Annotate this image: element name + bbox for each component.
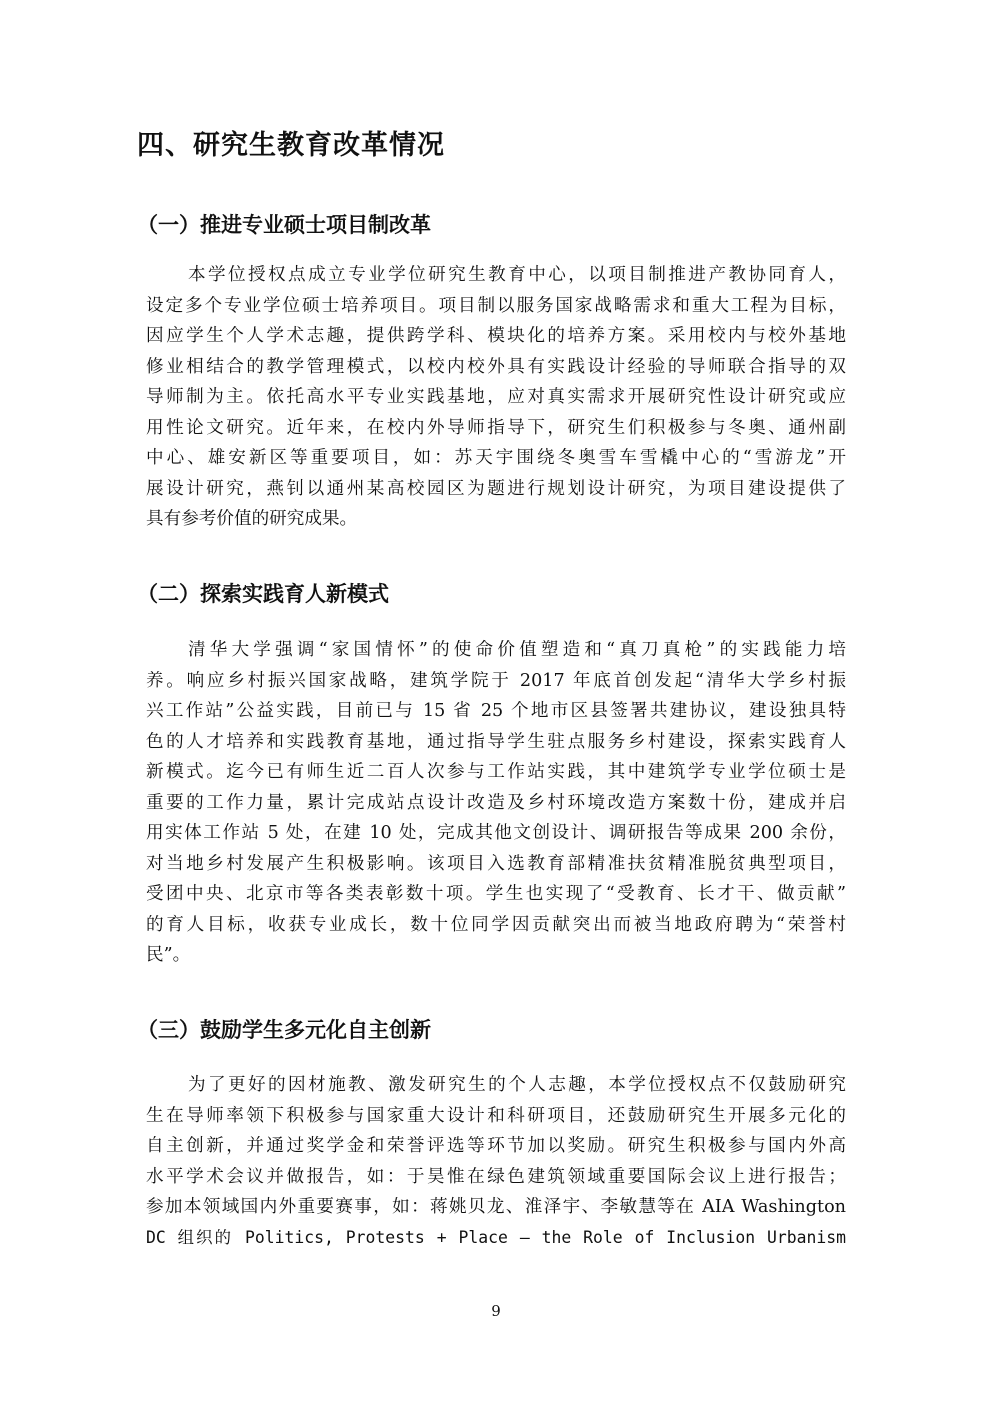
section-2-paragraph: [146, 635, 846, 971]
paragraph-line: 为了更好的因材施教、激发研究生的个人志趣，本学位授权点不仅鼓励研究: [188, 1075, 846, 1095]
paragraph-line: 新模式。迄今已有师生近二百人次参与工作站实践，其中建筑学专业学位硕士是: [146, 762, 846, 782]
paragraph-line: 展设计研究，燕钊以通州某高校园区为题进行规划设计研究，为项目建设提供了: [146, 478, 846, 499]
paragraph-line: 的育人目标，收获专业成长，数十位同学因贡献突出而被当地政府聘为“荣誉村: [146, 914, 846, 935]
paragraph-line: 受团中央、北京市等各类表彰数十项。学生也实现了“受教育、长才干、做贡献”: [146, 884, 846, 904]
paragraph-line: 设定多个专业学位硕士培养项目。项目制以服务国家战略需求和重大工程为目标，: [146, 295, 846, 316]
page-number: 9: [491, 1302, 501, 1320]
paragraph-line: 具有参考价值的研究成果。: [146, 509, 358, 529]
section-title-1: （一）推进专业硕士项目制改革: [137, 213, 431, 237]
section-1-paragraph: [146, 260, 846, 535]
paragraph-line: 自主创新，并通过奖学金和荣誉评选等环节加以奖励。研究生积极参与国内外高: [146, 1136, 846, 1156]
paragraph-line: 用实体工作站 5 处，在建 10 处，完成其他文创设计、调研报告等成果 200 余份，: [146, 823, 846, 843]
paragraph-line: 民”。: [146, 945, 191, 965]
chapter-title: 四、研究生教育改革情况: [137, 130, 445, 161]
section-title-3: （三）鼓励学生多元化自主创新: [137, 1018, 431, 1042]
paragraph-line: 生在导师率领下积极参与国家重大设计和科研项目，还鼓励研究生开展多元化的: [146, 1105, 846, 1126]
paragraph-line: 因应学生个人学术志趣，提供跨学科、模块化的培养方案。采用校内与校外基地: [146, 326, 846, 346]
paragraph-line: 导师制为主。依托高水平专业实践基地，应对真实需求开展研究性设计研究或应: [146, 387, 846, 407]
paragraph-line: 对当地乡村发展产生积极影响。该项目入选教育部精准扶贫精准脱贫典型项目，: [146, 853, 846, 874]
paragraph-line: 中心、雄安新区等重要项目，如：苏天宇围绕冬奥雪车雪橇中心的“雪游龙”开: [146, 448, 846, 468]
paragraph-line: 参加本领域国内外重要赛事，如：蒋姚贝龙、淮泽宇、李敏慧等在 AIA Washington: [146, 1197, 846, 1217]
section-title-2: （二）探索实践育人新模式: [137, 582, 389, 606]
paragraph-line: 色的人才培养和实践教育基地，通过指导学生驻点服务乡村建设，探索实践育人: [146, 731, 846, 752]
paragraph-line: 修业相结合的教学管理模式，以校内校外具有实践设计经验的导师联合指导的双: [146, 356, 846, 377]
paragraph-line: 用性论文研究。近年来，在校内外导师指导下，研究生们积极参与冬奥、通州副: [146, 417, 846, 438]
paragraph-line: 水平学术会议并做报告，如：于昊惟在绿色建筑领域重要国际会议上进行报告；: [146, 1166, 846, 1187]
paragraph-line: DC 组织的 Politics, Protests + Place – the Role of Inclusion Urbanism: [146, 1227, 846, 1247]
paragraph-line: 兴工作站”公益实践，目前已与 15 省 25 个地市区县签署共建协议，建设独具特: [146, 701, 846, 721]
paragraph-line: 养。响应乡村振兴国家战略，建筑学院于 2017 年底首创发起“清华大学乡村振: [146, 670, 846, 691]
paragraph-line: 清华大学强调“家国情怀”的使命价值塑造和“真刀真枪”的实践能力培: [188, 640, 846, 660]
section-3-paragraph: [146, 1070, 846, 1253]
paragraph-line: 重要的工作力量，累计完成站点设计改造及乡村环境改造方案数十份，建成并启: [146, 792, 846, 813]
paragraph-line: 本学位授权点成立专业学位研究生教育中心，以项目制推进产教协同育人，: [188, 265, 846, 285]
